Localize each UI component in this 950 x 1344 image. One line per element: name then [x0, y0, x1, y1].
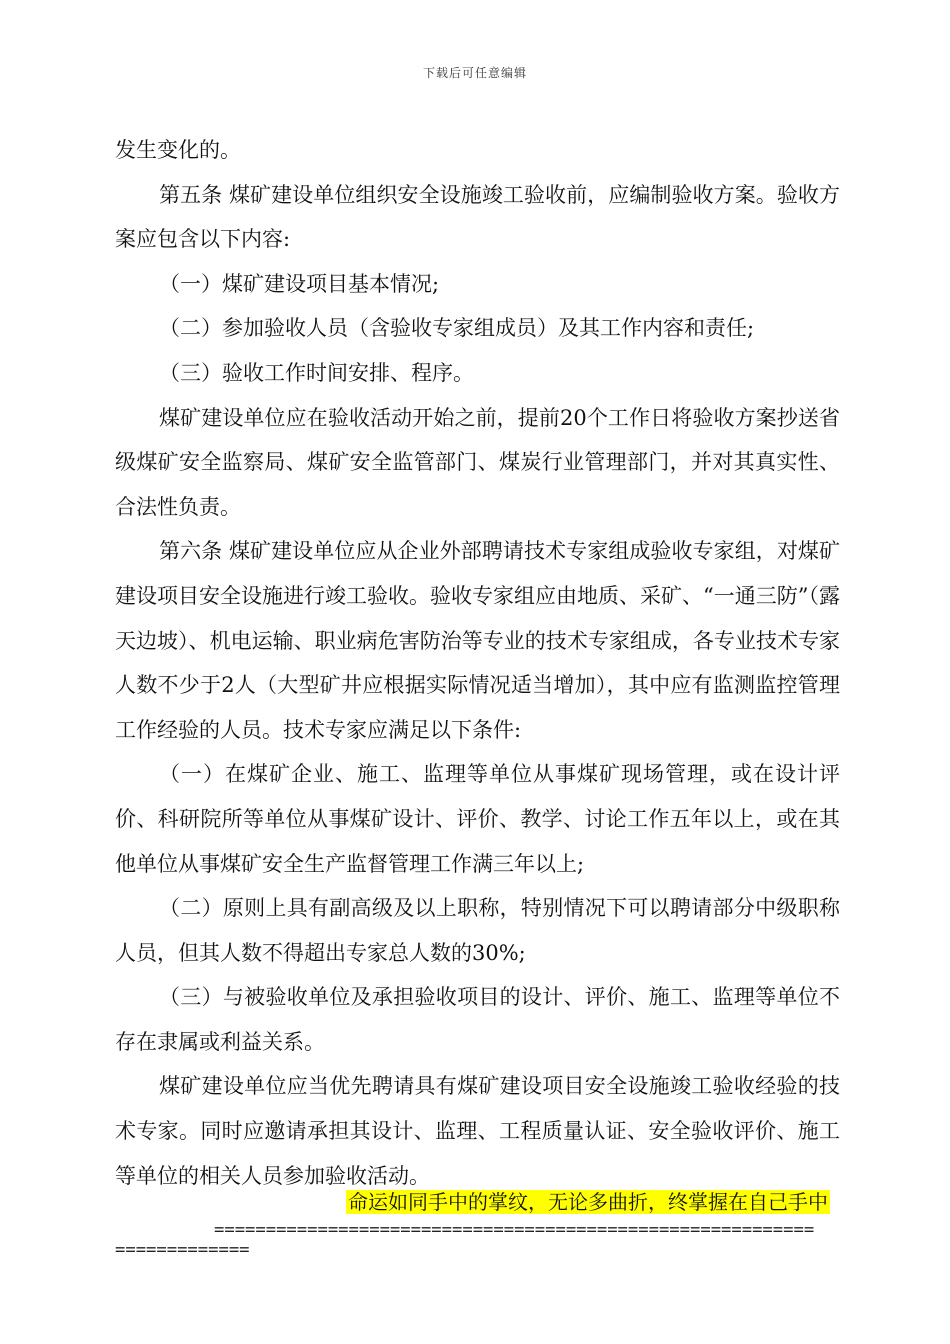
footer-motto	[285, 1188, 830, 1216]
list-item: （一）在煤矿企业、施工、监理等单位从事煤矿现场管理，或在设计评价、科研院所等单位从事煤矿设计、评价、教学、讨论工作五年以上，或在其他单位从事煤矿安全生产监督管理工作满三年以上;	[115, 762, 840, 876]
paragraph: 发生变化的。	[115, 138, 241, 162]
paragraph: 煤矿建设单位应在验收活动开始之前，提前20个工作日将验收方案抄送省级煤矿安全监察局、煤矿安全监管部门、煤炭行业管理部门，并对其真实性、合法性负责。	[115, 405, 840, 519]
paragraph: 煤矿建设单位应当优先聘请具有煤矿建设项目安全设施竣工验收经验的技术专家。同时应邀请承担其设计、监理、工程质量认证、安全验收评价、施工等单位的相关人员参加验收活动。	[115, 1074, 840, 1188]
list-item: （二）原则上具有副高级及以上职称，特别情况下可以聘请部分中级职称人员，但其人数不得超出专家总人数的30%;	[115, 896, 840, 965]
list-item: （一）煤矿建设项目基本情况;	[159, 271, 440, 296]
page-header: 下载后可任意编辑	[422, 66, 527, 80]
divider-rule: ==========================================================	[214, 1220, 815, 1240]
list-item: （三）与被验收单位及承担验收项目的设计、评价、施工、监理等单位不存在隶属或利益关系。	[115, 985, 840, 1054]
article-5-paragraph: 第五条 煤矿建设单位组织安全设施竣工验收前，应编制验收方案。验收方案应包含以下内容:	[115, 182, 840, 252]
list-item: （三）验收工作时间安排、程序。	[159, 360, 474, 385]
list-item: （二）参加验收人员（含验收专家组成员）及其工作内容和责任;	[159, 316, 755, 341]
highlighted-motto: 命运如同手中的掌纹，无论多曲折，终掌握在自己手中	[348, 1190, 828, 1214]
document-body	[115, 128, 840, 1198]
divider-rule: =============	[115, 1240, 250, 1260]
article-6-paragraph: 第六条 煤矿建设单位应从企业外部聘请技术专家组成验收专家组，对煤矿建设项目安全设施进行竣工验收。验收专家组应由地质、采矿、“一通三防”（露天边坡）、机电运输、职业病危害防治等专业的技术专家组成，各专业技术专家人数不少于2人（大型矿井应根据实际情况适当增加），其中应有监测监控管理工作经验的人员。技术专家应满足以下条件:	[115, 539, 840, 742]
